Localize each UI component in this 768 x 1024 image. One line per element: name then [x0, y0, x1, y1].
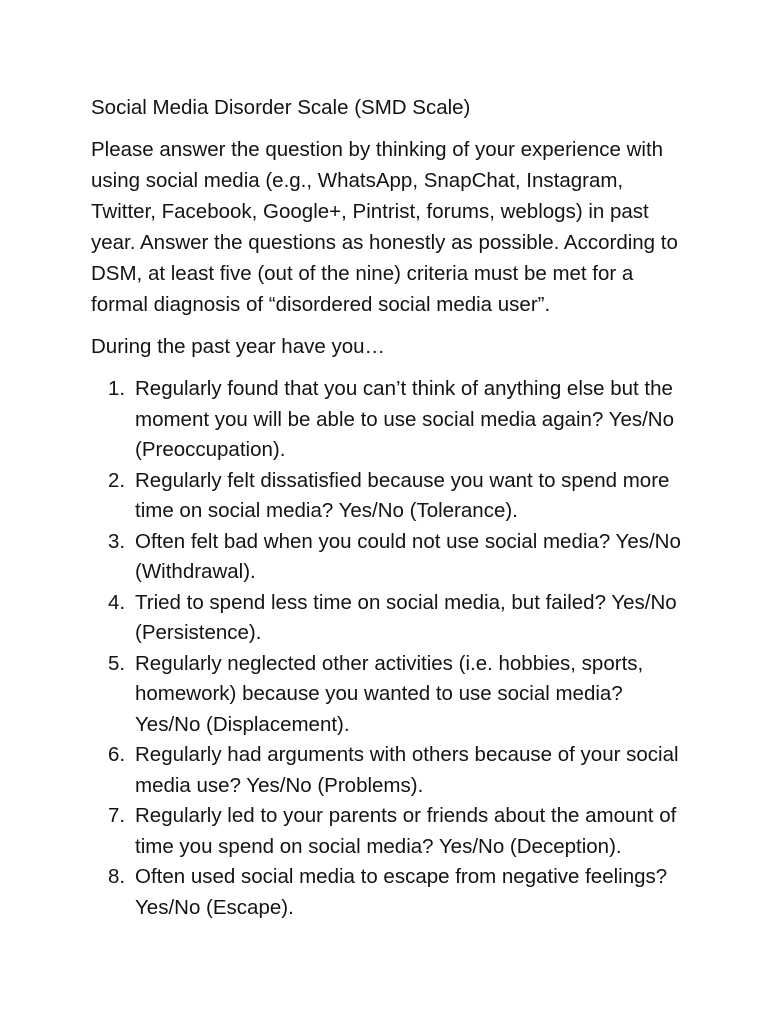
- question-text: Tried to spend less time on social media, but failed? Yes/No (Persistence).: [135, 590, 677, 644]
- question-number: 4.: [108, 590, 126, 614]
- question-item-1: [91, 374, 688, 466]
- question-number: 2.: [108, 468, 126, 492]
- question-item-8: [91, 862, 688, 923]
- question-text: Regularly had arguments with others because of your social media use? Yes/No (Problems).: [135, 743, 679, 797]
- question-item-4: [91, 588, 688, 649]
- question-number: 6.: [108, 743, 126, 766]
- question-text: Regularly neglected other activities (i.e. hobbies, sports, homework) because you wanted to use social media? Yes/No (Displacement).: [135, 651, 644, 736]
- question-item-6: [91, 740, 688, 801]
- question-list: [91, 374, 688, 923]
- question-text: Regularly led to your parents or friends about the amount of time you spend on social media? Yes/No (Deception).: [135, 804, 677, 858]
- question-text: Often used social media to escape from negative feelings? Yes/No (Escape).: [135, 865, 668, 919]
- question-item-7: [91, 801, 688, 862]
- question-item-3: [91, 527, 688, 588]
- question-number: 7.: [108, 804, 126, 827]
- question-item-2: [91, 466, 688, 527]
- question-item-5: [91, 649, 688, 741]
- question-text: Regularly found that you can’t think of anything else but the moment you will be able to use social media again? Yes/No (Preoccupation).: [135, 377, 675, 461]
- question-number: 1.: [108, 377, 126, 400]
- question-number: 5.: [108, 651, 126, 675]
- question-number: 8.: [108, 865, 126, 888]
- question-lead-in: During the past year have you…: [91, 335, 385, 358]
- question-text: Regularly felt dissatisfied because you want to spend more time on social media? Yes/No (Tolerance).: [135, 468, 670, 522]
- question-number: 3.: [108, 529, 126, 553]
- document-title: Social Media Disorder Scale (SMD Scale): [91, 96, 471, 119]
- instructions-paragraph: Please answer the question by thinking of your experience with using social media (e.g., WhatsApp, SnapChat, Instagram, Twitter, Facebook, Google+, Pintrist, forums, weblogs) in past year. Answer the questions as honestly as possible. According to DSM, at least five (out of the nine) criteria must be met for a formal diagnosis of “disordered social media user”.: [91, 138, 678, 316]
- question-text: Often felt bad when you could not use social media? Yes/No (Withdrawal).: [135, 529, 681, 583]
